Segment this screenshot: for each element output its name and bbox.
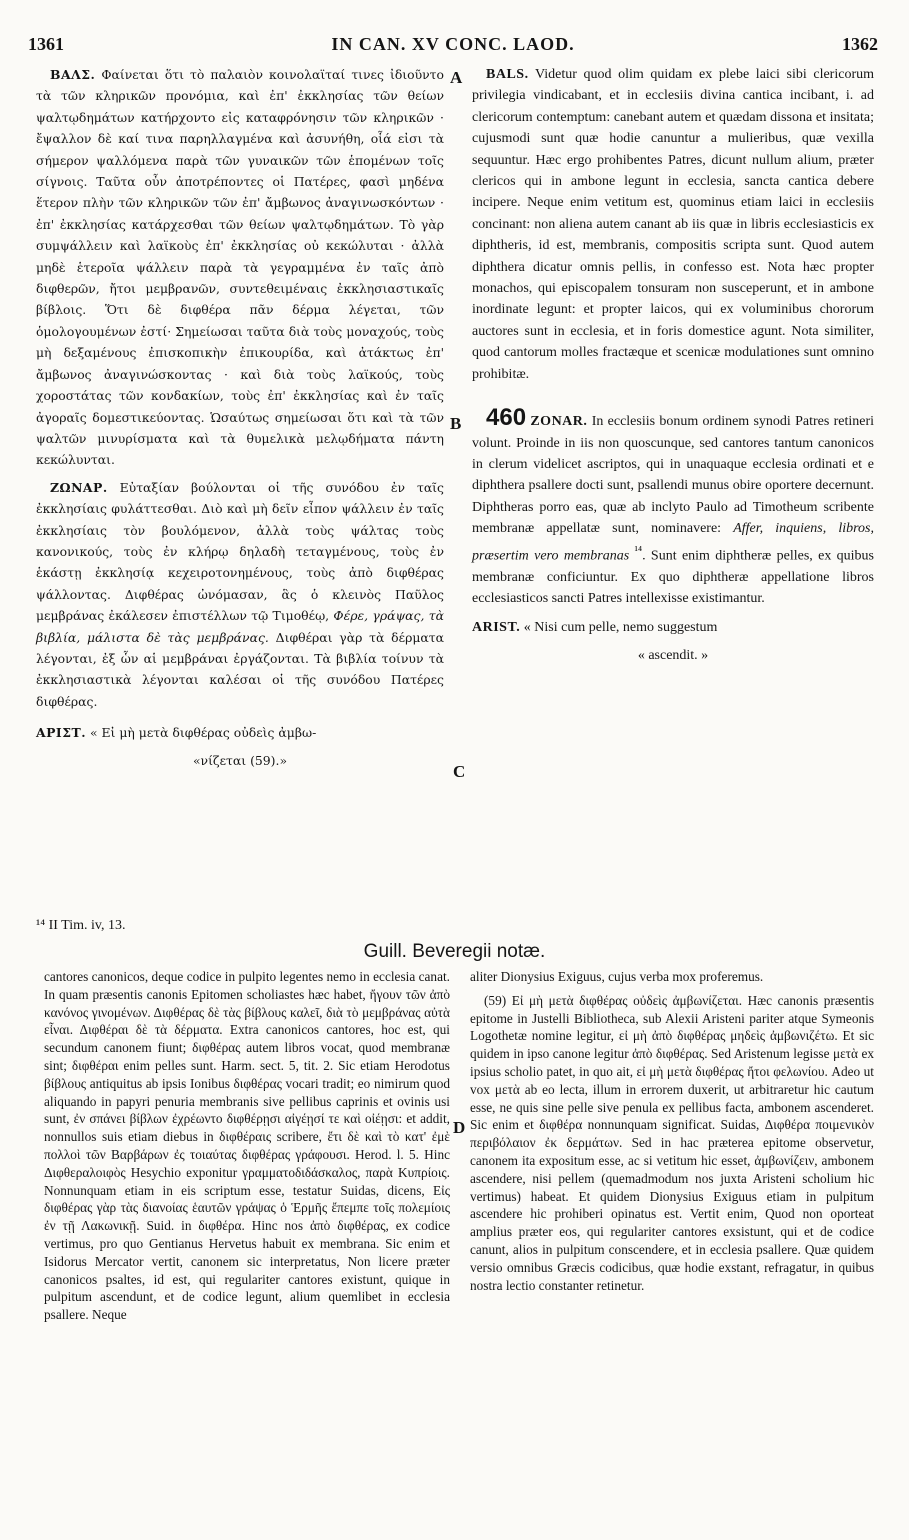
- notes-left-column: [44, 968, 450, 1330]
- latin-zonaras-paragraph: [472, 404, 875, 609]
- greek-zonaras-end: Διφθέραι γὰρ τὰ δέρματα λέγονται, ἐξ ὧν αἱ μεμβράναι ἐργάζονται. Τὰ βιβλία τοίνυν τὰ ἐκκλησιαστικὰ λέγονται καλέσαι οἱ τῆς συνόδου Πατέρες διφθέρας.: [36, 629, 444, 709]
- running-title: IN CAN. XV CONC. LAOD.: [331, 34, 575, 54]
- footnote-ref: ¹⁴: [634, 543, 643, 557]
- greek-balsamon-tag: ΒΑΛΣ.: [50, 67, 96, 82]
- greek-zonaras-text: Εὐταξίαν βούλονται οἱ τῆς συνόδου ἐν ταῖς ἐκκλησίαις φυλάττεσθαι. Διὸ καὶ μὴ δεῖν εἶπον ψάλλειν ἐν ταῖς ἐκκλησίαις τὸν βουλόμενον, ἀλλὰ τοὺς ψάλτας τοὺς κανονικούς, τοὺς ἐν κλήρῳ δηλαδὴ τεταγμένους, τοὺς ἐν ἑκάστῃ ἐκκλησίᾳ κεχειροτονημένους, τοὺς ἀπὸ διφθέρας ψάλλοντας. Διφθέρας ὠνόμασαν, ἃς ὁ κλεινὸς Παῦλος μεμβράνας ἐκάλεσεν ἐπιστέλλων τῷ Τιμοθέῳ,: [36, 479, 444, 624]
- page-number-right: 1362: [842, 34, 878, 54]
- latin-arist-paragraph: [472, 617, 874, 638]
- greek-zonaras-paragraph: [36, 477, 444, 712]
- latin-zonaras-end: . Sunt enim diphtheræ pelles, ex quibus membranæ conficiuntur. Ex quo diphtheræ appellatione libros ecclesiasticos sancti Patres intellexisse existimantur.: [472, 548, 874, 606]
- latin-balsamon-text: Videtur quod olim quidam ex plebe laici sibi clericorum privilegia vindicabant, et in ecclesiis divina cantica incibant, i. ad clericorum contemptum: canebant autem et quædam dissona et insitata; cujusmodi sunt quæ hodie canuntur a mulieribus, quæ vexilla sequuntur. Hæc ergo prohibentes Patres, dicunt nullum alium, præter clericos qui in ambone legunt in ecclesia, sancta cantica debere incipere. Neque enim vetitum est, quominus etiam laici in ecclesiis concinant: non aliena autem canant ab iis quæ in libris ecclesiasticis ex diphtheris, id est, membranis, compositis scripta sunt. Quod autem diphthera dicatur omnis pellis, in confesso est. Nota hæc propter monachos, qui episcopalem tonsuram non susceperunt, et in ambone inordinate legunt: et propter laicos, qui ex voluminibus chororum auctores sunt in ecclesia, et in foris domestice agunt. Nota similiter, quod cantorum molles fractæque et scenicæ modulationes sunt omnino prohibitæ.: [472, 67, 875, 382]
- greek-balsamon-text: Φαίνεται ὅτι τὸ παλαιὸν κοινολαϊταί τινες ἰδιοῦντο τὰ τῶν κληρικῶν προνόμια, καὶ ἐπ' ἐκκλησίας τῶν θείων ψαλτῳδημάτων κατήρχοντο εἰς καταφρόνησιν τῶν κληρικῶν · ἔψαλλον δὲ καί τινα παρηλλαγμένα καὶ ἀσυνήθη, οἷά εἰσι τὰ σήμερον ψαλλόμενα παρὰ τῶν γυναικῶν τῶν ἑπομένων τοῖς σίγνοις. Ταῦτα οὖν ἀποτρέποντες οἱ Πατέρες, φασὶ μηδένα ἕτερον πλὴν τῶν κληρικῶν τῶν ἐπ' ἄμβωνος ἀναγινωσκόντων · ἐπ' ἐκκλησίας κατάρχεσθαι τῶν θείων ψαλτῳδημάτων. Τὸ γὰρ συμψάλλειν καὶ λαϊκοὺς ἐπ' ἐκκλησίας οὐ κεκώλυται · ἀλλὰ μηδὲ ἑτεροῖα ψάλλειν παρὰ τὰ γεγραμμένα ἐν ταῖς ἀπὸ διφθερῶν, ἤτοι μεμβρανῶν, συντεθειμέναις ἐκκλησιαστικαῖς βίβλοις. Ὅτι δὲ διφθέρα πᾶν δέρμα λέγεται, τῶν ὁμολογουμένων ἐστί· Σημείωσαι ταῦτα διὰ τοὺς μοναχούς, τοὺς μὴ δεξαμένους ἐπισκοπικὴν ἐπικουρίδα, καὶ ἀτάκτως ἐπ' ἄμβωνος ἀναγινώσκοντας · καὶ διὰ τοὺς λαϊκούς, τοὺς χοροστάτας τῶν κονδακίων, τοὺς ἐπ' ἐκκλησίας καὶ ἐν ταῖς ἀγοραῖς δομεστικεύοντας. Ὡσαύτως σημείωσαι ὅτι καὶ τὰ τῶν ψαλτῶν μινυρίσματα καὶ τὰ θυμελικὰ μελῳδήματα πάντη κεκώλυνται.: [36, 67, 444, 468]
- greek-zonaras-tag: ΖΩΝΑΡ.: [50, 479, 108, 495]
- latin-arist-line2: « ascendit. »: [637, 647, 709, 663]
- greek-balsamon-paragraph: [36, 64, 444, 471]
- margin-marker-c: C: [453, 762, 466, 781]
- section-number: 460: [486, 404, 527, 432]
- margin-marker-d: D: [453, 1118, 466, 1137]
- greek-arist-line1: « Εἰ μὴ μετὰ διφθέρας οὐδεὶς ἀμβω-: [89, 725, 317, 741]
- latin-arist-line1: « Nisi cum pelle, nemo suggestum: [523, 620, 718, 636]
- latin-balsamon-paragraph: [472, 64, 874, 385]
- page-number-left: 1361: [28, 34, 64, 54]
- latin-arist-tag: ARIST.: [472, 620, 521, 636]
- notes-left-text: cantores canonicos, deque codice in pulpito legentes nemo in ecclesia canat. In quam præsentis canonis Epitomen scholiastes hæc habet, ἤγουν τῶν ἀπὸ κανόνος γινομένων. Διφθέρας δὲ τὰς βίβλους καλεῖ, διὰ τὸ μεμβράνας αὐτὰ εἶναι. Διφθέραι δὲ τὰ δέρματα. Extra canonicos cantores, hoc est, qui secundum canonem fiunt; διφθέρας autem libros vocat, quod membranæ sint; διφθέραι enim pelles sunt. Harm. sect. 5, tit. 2. Sic etiam Herodotus βίβλους antiquitus ab ipsis Ionibus διφθέρας vocari tradit; eo nimirum quod aliquando in papyri penuria membranis sive pellibus caprinis et ovinis usi sunt, ἐν σπάνει βίβλων ἐχρέωντο διφθέρῃσι αἰγέῃσί τε καὶ οἰέῃσι: et addit, nonnullos suis etiam diebus in διφθέραις scribere, ἔτι δὲ καὶ τὸ κατ' ἐμὲ πολλοὶ τῶν Βαρβάρων ἐς τοιαύτας διφθέρας γράφουσι. Herod. l. 5. Hinc Διφθεραλοιφὸς Hesychio exponitur γραμματοδιδάσκαλος, παρὰ Κυπρίοις. Nonnunquam etiam in eis scriptum esse, testatur Suidas, dicens, Εἰς διφθέρας γὰρ τὰς διανοίας ἑαυτῶν γράψας ὁ Ἑρμῆς ἔπεμπε τοῖς πολεμίοις ἐν τῇ Λακωνικῇ. Suid. in διφθέρα. Hinc nos ἀπὸ διφθέρας, ex codice vertimus, pro quo Gentianus Hervetus habuit ex membrana. Sic enim et Isidorus Mercator vertit, canonem sic interpretatus, Non licere præter canonicos psaltes, id est, qui regulariter cantores existunt, quique in pulpitum ascendunt, et de codice legunt, alium quemlibet in ecclesia psallere. Neque: [44, 969, 450, 1323]
- notes-right-text: (59) Εἰ μὴ μετὰ διφθέρας οὐδεὶς ἀμβωνίζεται. Hæc canonis præsentis epitome in Justelli Bibliotheca, sub Alexii Aristeni pariter atque Symeonis Logothetæ nomine legitur, εἰ μὴ ἀπὸ διφθέρας μηδεὶς ἀμβωνιζέτω. Et sic quidem in ipso canone legitur ἀπὸ διφθέρας. Sed Aristenum legisse μετὰ ex ipsius scholio patet, in quo ait, εἰ μὴ μετὰ διφθέρας ἤτοι φελωνίου. Adeo ut vox μετὰ ab eo lecta, illum in errorem duxerit, ut arbitraretur hic cautum esse, ne quis sine pelle sive penula ex pellibus facta, ambonem ascenderet. Sic enim et διφθέρα nonnunquam significat. Suidas, Διφθέρα ποιμενικὸν περιβόλαιον ἐκ δερμάτων. Sed in hac præterea epitome observetur, canonem ita expositum esse, ac si vetitum hic esset, ἀμβωνίζειν, ambonem ascendere, nisi pellem (quemadmodum nos juxta Aristeni scholium hic vertimus) habeat. Et quidem Dionysius Exiguus etiam in pulpitum ascendere hic prohiberi opinatus est. Vertit enim, Quod non oporteat amplius præter eos, qui regulariter cantores exsistunt, qui et de codice canunt, alios in pulpitum conscendere, et in ecclesia psallere. Quæ quidem versio omnibus Græcis codicibus, quæ hodie exstant, refragatur, in quibus nostra lectio constanter retinetur.: [470, 992, 874, 1293]
- page-header: [28, 34, 878, 64]
- latin-zonaras-quote: Affer, inquiens, libros, præsertim vero membranas: [472, 521, 875, 564]
- greek-zonaras-quote: Φέρε, γράψας, τὰ βιβλία, μάλιστα δὲ τὰς μεμβράνας.: [36, 608, 444, 645]
- margin-marker-a: A: [450, 68, 463, 87]
- latin-column: [472, 64, 874, 666]
- latin-balsamon-tag: BALS.: [486, 67, 529, 82]
- greek-arist-line2: «νίζεται (59).»: [192, 752, 288, 768]
- margin-marker-b: B: [450, 414, 462, 433]
- latin-zonaras-text: In ecclesiis bonum ordinem synodi Patres retineri volunt. Proinde in iis non quoscunque, sed cantores tantum canonicos in clerum videlicet ascriptos, qui in unaquaque ecclesia ordinati et e diphthera psallere docti sunt, psallendi munus obire oportere decernunt. Diphtheras porro eas, quæ ab inclyto Paulo ad Timotheum scribente membranæ appellatæ sunt, nominavere:: [472, 414, 875, 537]
- notes-right-column: [470, 968, 874, 1300]
- notes-right-intro: aliter Dionysius Exiguus, cujus verba mox proferemus.: [470, 969, 764, 984]
- greek-column: [36, 64, 444, 771]
- greek-arist-paragraph: [36, 722, 444, 743]
- footnote: ¹⁴ II Tim. iv, 13.: [36, 918, 126, 933]
- notes-title: Guill. Beveregii notæ.: [363, 941, 546, 962]
- latin-zonaras-tag: ZONAR.: [530, 414, 588, 430]
- greek-arist-tag: ΑΡΙΣΤ.: [36, 725, 87, 741]
